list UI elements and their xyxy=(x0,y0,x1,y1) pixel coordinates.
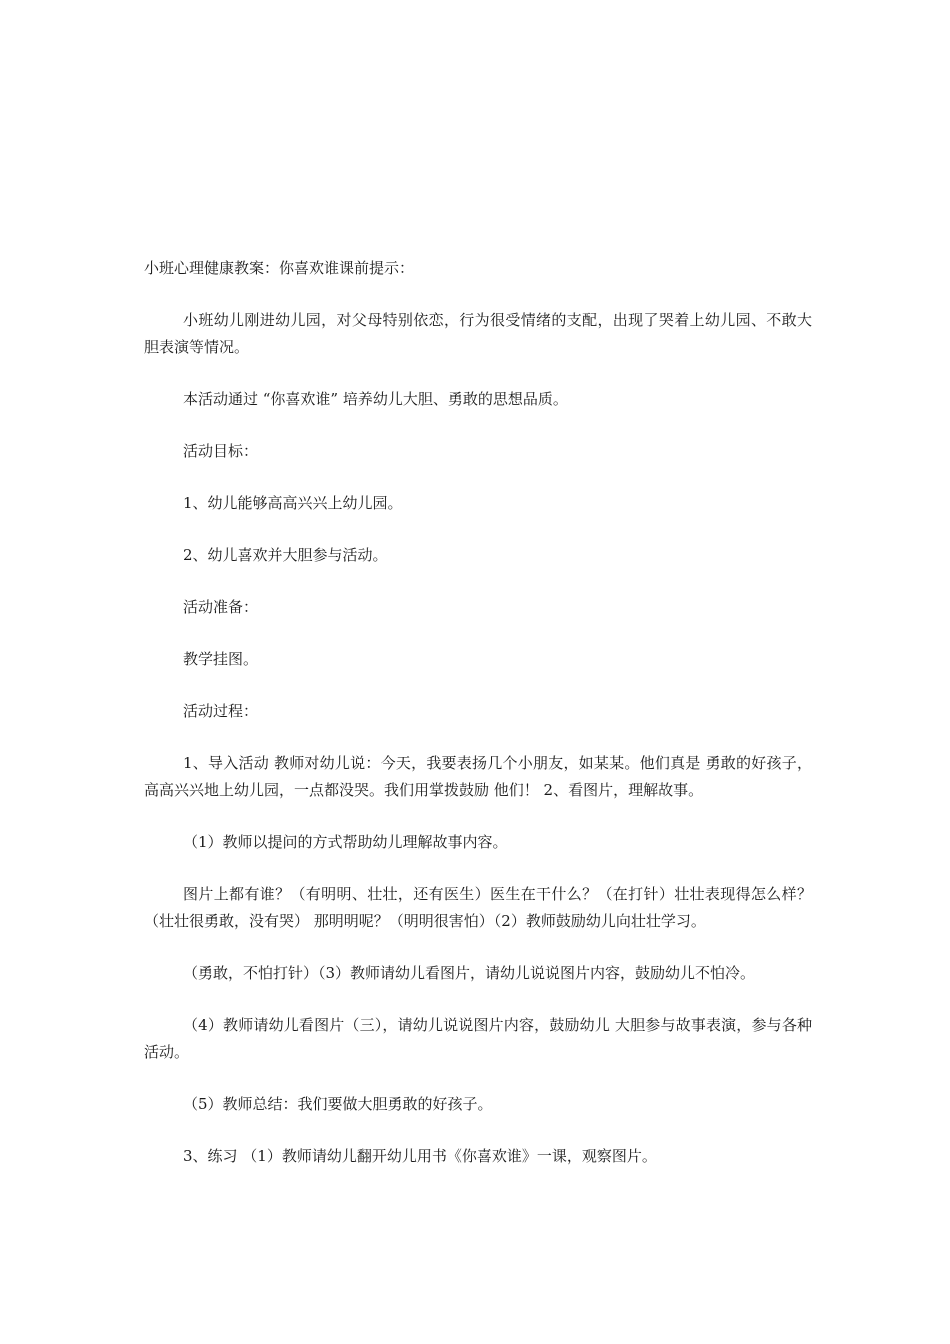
process-substep-5: （5）教师总结：我们要做大胆勇敢的好孩子。 xyxy=(183,1095,493,1113)
process-substep-4: （4）教师请幼儿看图片（三），请幼儿说说图片内容，鼓励幼儿 大胆参与故事表演，参与各种活动。 xyxy=(144,1016,812,1061)
document-body xyxy=(144,255,812,1195)
goal-item-1: 1、幼儿能够高高兴兴上幼儿园。 xyxy=(183,494,403,512)
goal-item-2: 2、幼儿喜欢并大胆参与活动。 xyxy=(183,546,388,564)
heading-preparation: 活动准备： xyxy=(183,598,259,616)
process-substep-1: （1）教师以提问的方式帮助幼儿理解故事内容。 xyxy=(183,833,508,851)
heading-goals: 活动目标： xyxy=(183,442,259,460)
document-title: 小班心理健康教案：你喜欢谁课前提示： xyxy=(144,259,415,277)
process-step-3: 3、练习 （1）教师请幼儿翻开幼儿用书《你喜欢谁》一课，观察图片。 xyxy=(183,1147,657,1165)
preparation-item: 教学挂图。 xyxy=(183,650,259,668)
paragraph-purpose: 本活动通过 “你喜欢谁” 培养幼儿大胆、勇敢的思想品质。 xyxy=(183,390,568,408)
paragraph-intro: 小班幼儿刚进幼儿园，对父母特别依恋，行为很受情绪的支配，出现了哭着上幼儿园、不敢大胆表演等情况。 xyxy=(144,311,812,356)
heading-process: 活动过程： xyxy=(183,702,259,720)
process-questions: 图片上都有谁？（有明明、壮壮，还有医生）医生在干什么？（在打针）壮壮表现得怎么样？（壮壮很勇敢，没有哭） 那明明呢？（明明很害怕）（2）教师鼓励幼儿向壮壮学习。 xyxy=(144,885,812,930)
process-substep-3: （勇敢，不怕打针）（3）教师请幼儿看图片，请幼儿说说图片内容，鼓励幼儿不怕冷。 xyxy=(183,964,756,982)
process-step-1: 1、导入活动 教师对幼儿说：今天，我要表扬几个小朋友，如某某。他们真是 勇敢的好孩子，高高兴兴地上幼儿园，一点都没哭。我们用掌拨鼓励 他们！ 2、看图片，理解故事。 xyxy=(144,754,812,799)
